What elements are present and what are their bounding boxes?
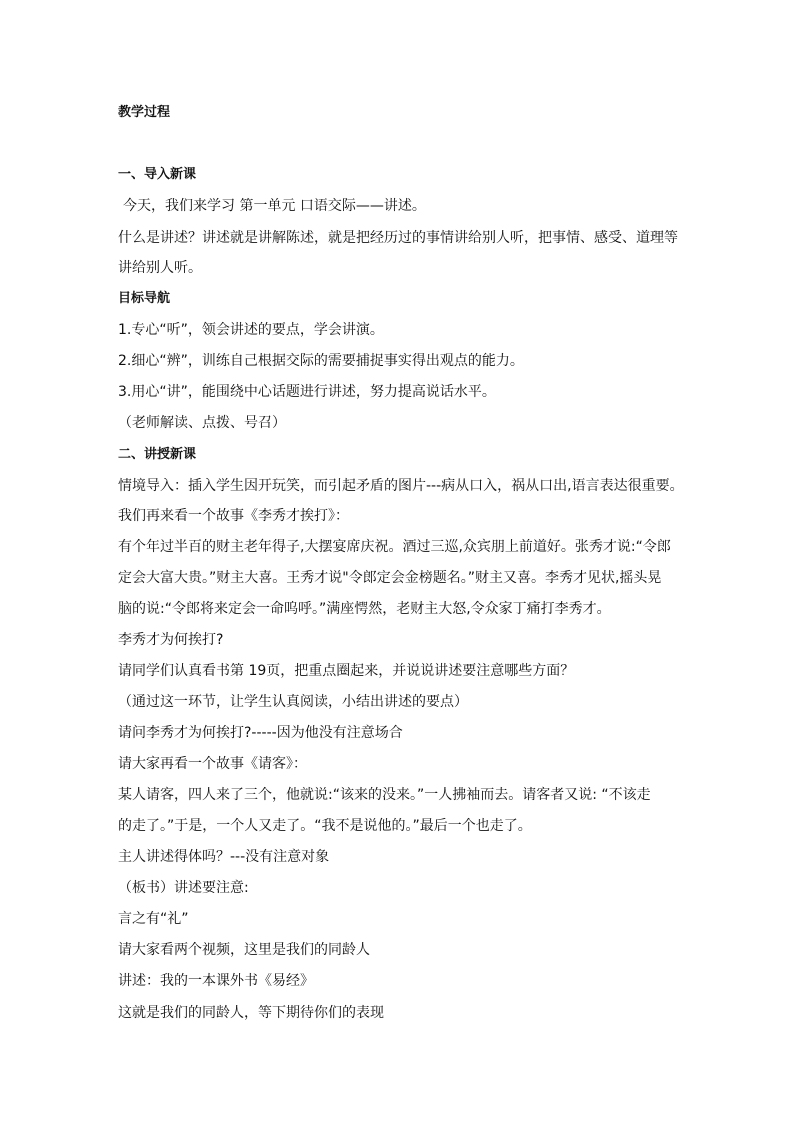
paragraph-line: 讲述：我的一本课外书《易经》	[118, 973, 314, 989]
paragraph-line: 某人请客，四人来了三个，他就说:“该来的没来。”一人拂袖而去。请客者又说: “不该走	[118, 787, 651, 803]
paragraph-line: 我们再来看一个故事《李秀才挨打》：	[118, 508, 349, 524]
paragraph-line: （通过这一环节，让学生认真阅读，小结出讲述的要点）	[118, 694, 468, 710]
paragraph-line: 主人讲述得体吗？---没有注意对象	[118, 849, 330, 865]
paragraph-line: 言之有“礼”	[118, 911, 189, 927]
section-heading-introduction: 一、导入新课	[118, 167, 197, 182]
paragraph-line: 有个年过半百的财主老年得子,大摆宴席庆祝。酒过三巡,众宾朋上前道好。张秀才说:“令郎	[118, 539, 671, 555]
list-item: 3.用心“讲”，能围绕中心话题进行讲述，努力提高说话水平。	[118, 384, 496, 400]
paragraph-line: （板书）讲述要注意:	[118, 880, 249, 896]
paragraph-line: 请问李秀才为何挨打?-----因为他没有注意场合	[118, 725, 403, 741]
paragraph-line: 今天，我们来学习 第一单元 口语交际——讲述。	[123, 198, 426, 214]
section-heading-new-lesson: 二、讲授新课	[118, 447, 197, 462]
paragraph-line: 情境导入：插入学生因开玩笑，而引起矛盾的图片---病从口入，祸从口出,语言表达很重要。	[118, 478, 684, 494]
paragraph-line: （老师解读、点拨、号召）	[118, 415, 286, 431]
paragraph-line: 的走了。”于是，一个人又走了。“我不是说他的。”最后一个也走了。	[118, 818, 532, 834]
paragraph-line: 脑的说:“令郎将来定会一命呜呼。”满座愕然，老财主大怒,令众家丁痛打李秀才。	[118, 601, 611, 617]
section-heading-goals: 目标导航	[118, 291, 171, 306]
paragraph-line: 什么是讲述？讲述就是讲解陈述，就是把经历过的事情讲给别人听，把事情、感受、道理等	[118, 230, 678, 246]
paragraph-line: 请大家看两个视频，这里是我们的同龄人	[118, 942, 370, 958]
paragraph-line: 这就是我们的同龄人，等下期待你们的表现	[118, 1005, 384, 1021]
paragraph-line: 定会大富大贵。”财主大喜。王秀才说"令郎定会金榜题名。”财主又喜。李秀才见状,摇头晃	[118, 570, 662, 586]
list-item: 1.专心“听”，领会讲述的要点，学会讲演。	[118, 322, 384, 338]
paragraph-line: 请大家再看一个故事《请客》：	[118, 756, 307, 772]
list-item: 2.细心“辨”，训练自己根据交际的需要捕捉事实得出观点的能力。	[118, 353, 524, 369]
paragraph-line: 讲给别人听。	[118, 260, 202, 276]
section-heading-teaching-process: 教学过程	[118, 105, 171, 120]
paragraph-line: 李秀才为何挨打?	[118, 632, 224, 648]
paragraph-line: 请同学们认真看书第 19页，把重点圈起来，并说说讲述要注意哪些方面？	[118, 663, 575, 679]
